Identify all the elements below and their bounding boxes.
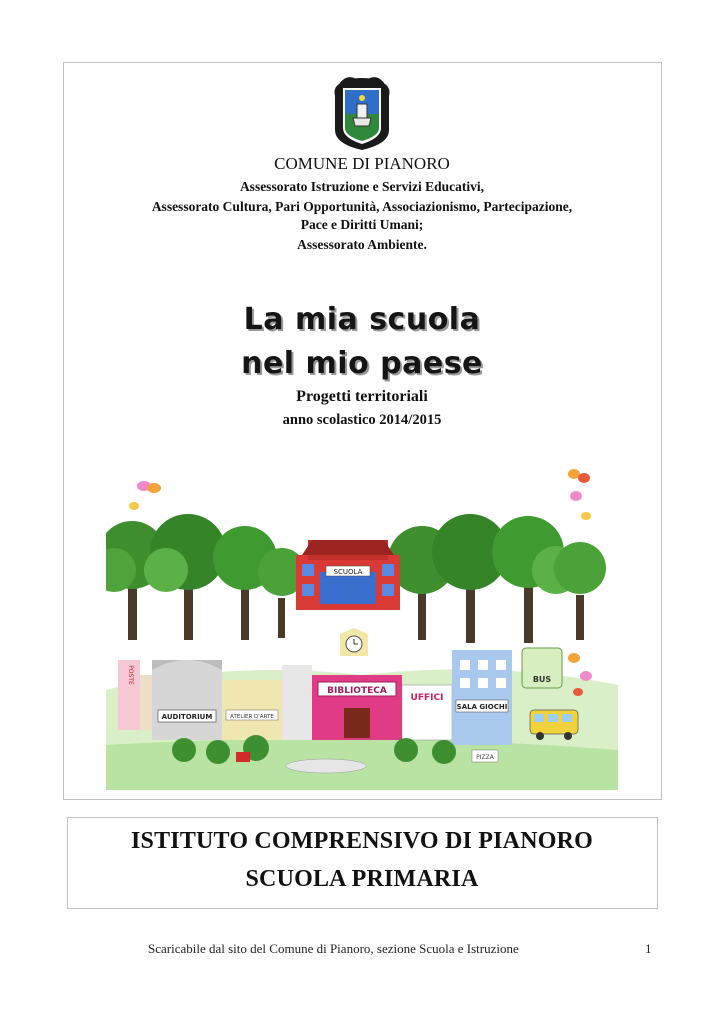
building-label-auditorium: AUDITORIUM — [161, 713, 213, 721]
building-label-uffici: UFFICI — [410, 693, 444, 703]
clock-tower — [340, 628, 368, 656]
title-line-2: nel mio paese — [241, 346, 483, 381]
department-line-2: Assessorato Cultura, Pari Opportunità, Associazionismo, Partecipazione, — [151, 199, 573, 214]
building-label-biblioteca: BIBLIOTECA — [327, 686, 387, 696]
institute-name: ISTITUTO COMPRENSIVO DI PIANORO — [130, 828, 593, 854]
school-sign: SCUOLA — [333, 568, 363, 576]
footer-note: Scaricabile dal sito del Comune di Pianoro, sezione Scuola e Istruzione — [148, 941, 519, 956]
department-line-3: Pace e Diritti Umani; — [300, 217, 424, 232]
school-level: SCUOLA PRIMARIA — [245, 866, 479, 892]
department-line-1: Assessorato Istruzione e Servizi Educativi, — [239, 179, 485, 194]
page-number: 1 — [645, 941, 652, 956]
title-line-1: La mia scuola — [243, 302, 481, 337]
municipal-crest-icon — [331, 74, 393, 152]
building-label-poste: POSTE — [127, 665, 134, 685]
school-year: anno scolastico 2014/2015 — [282, 412, 442, 428]
trees-right — [388, 514, 606, 643]
building-label-pizza: PIZZA — [476, 754, 494, 761]
town-illustration — [106, 460, 618, 790]
buildings-row — [118, 650, 512, 745]
subtitle: Progetti territoriali — [296, 388, 428, 405]
building-label-atelier: ATELIER D'ARTE — [230, 714, 274, 720]
bus-stop-label: BUS — [532, 675, 552, 684]
department-line-4: Assessorato Ambiente. — [297, 237, 427, 252]
building-label-sala-giochi: SALA GIOCHI — [456, 703, 508, 711]
trees-left — [106, 514, 306, 640]
municipality-name: COMUNE DI PIANORO — [274, 154, 450, 173]
school-building — [296, 540, 400, 610]
